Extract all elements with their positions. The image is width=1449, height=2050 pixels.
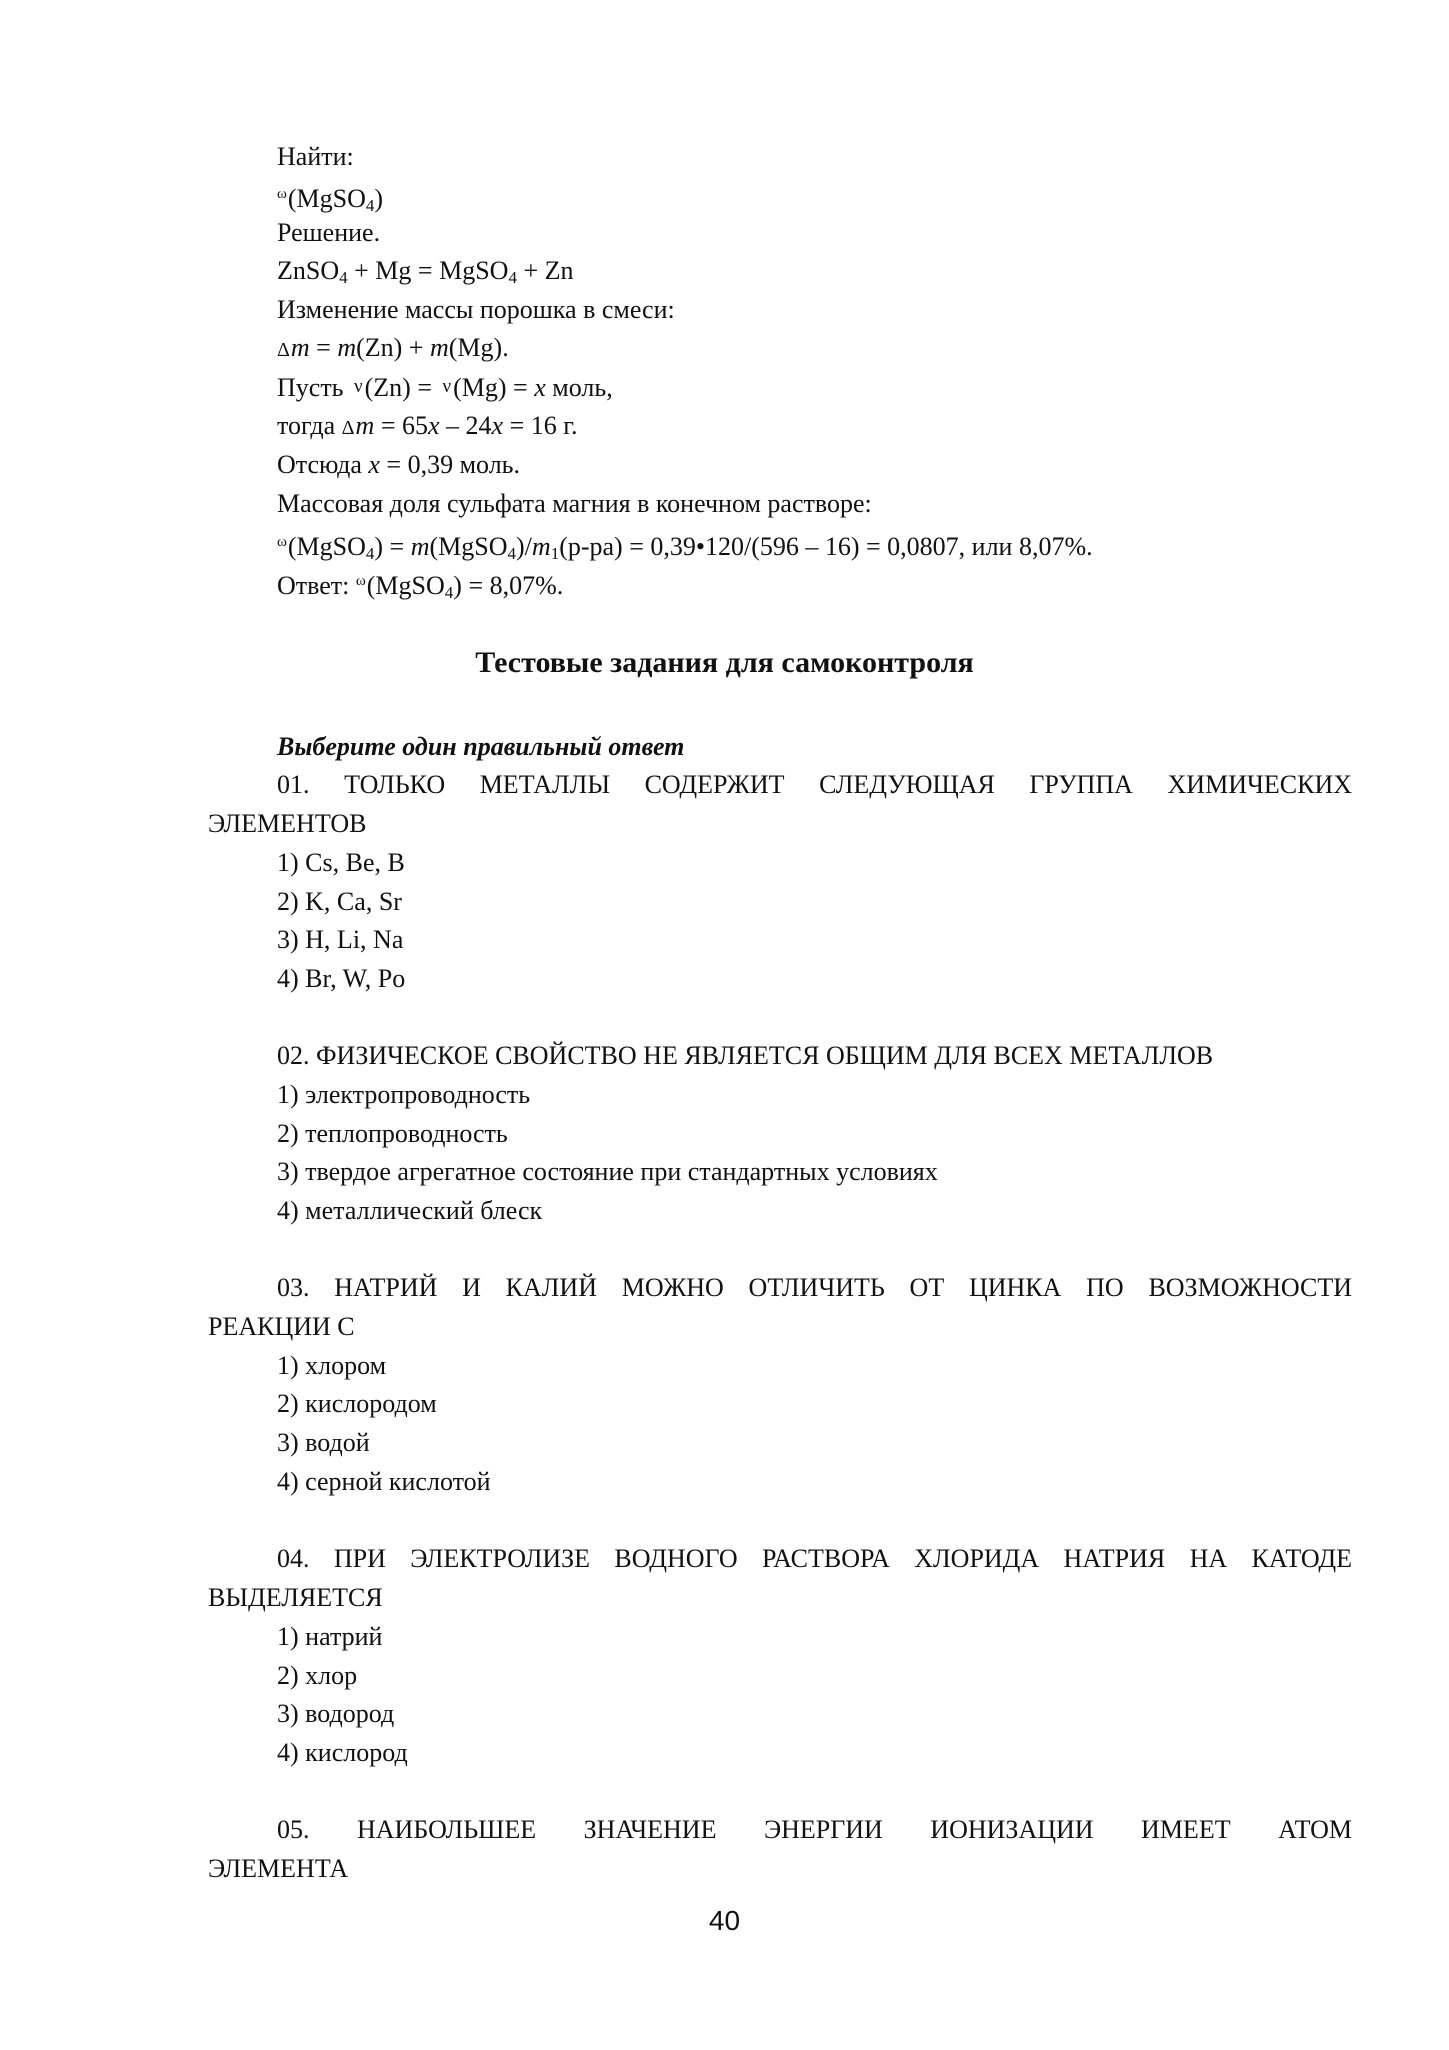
question-01-text: 01. ТОЛЬКО МЕТАЛЛЫ СОДЕРЖИТ СЛЕДУЮЩАЯ ГРУППА ХИМИЧЕСКИХ	[277, 770, 1352, 799]
section-title: Тестовые задания для самоконтроля	[475, 646, 974, 679]
question-04-option-3: 3) водород	[277, 1699, 395, 1728]
reaction-equation: ZnSO$_4$ + Mg = MgSO$_4$ + Zn	[277, 256, 574, 287]
instruction: Выберите один правильный ответ	[277, 732, 685, 761]
question-03-text: 03. НАТРИЙ И КАЛИЙ МОЖНО ОТЛИЧИТЬ ОТ ЦИНКА ПО ВОЗМОЖНОСТИ	[277, 1273, 1352, 1302]
question-03-option-1: 1) хлором	[277, 1351, 387, 1380]
question-05-text-cont: ЭЛЕМЕНТА	[208, 1854, 349, 1883]
question-01-text-cont: ЭЛЕМЕНТОВ	[208, 809, 367, 838]
nu-symbol: ν	[442, 376, 452, 397]
nu-symbol: ν	[354, 376, 363, 397]
solution-label: Решение.	[277, 218, 381, 247]
question-04-text: 04. ПРИ ЭЛЕКТРОЛИЗЕ ВОДНОГО РАСТВОРА ХЛОРИДА НАТРИЯ НА КАТОДЕ	[277, 1544, 1352, 1573]
question-03-option-3: 3) водой	[277, 1428, 370, 1457]
delta-symbol: Δ	[277, 339, 290, 361]
delta-symbol: Δ	[341, 417, 355, 439]
question-01-option-1: 1) Cs, Be, B	[277, 848, 405, 877]
question-02-option-2: 2) теплопроводность	[277, 1119, 508, 1148]
find-label: Найти:	[277, 142, 354, 171]
let-statement: Пусть ν(Zn) = ν(Mg) = x моль,	[277, 373, 613, 402]
mass-fraction-calculation: $^\omega$(MgSO$_4$) = $m(MgSO_4)/m_1(р-ра)$ = 0,39•120/(596 – 16) = 0,0807, или 8,07%.	[277, 532, 1093, 563]
mass-change-formula: Δm = m(Zn) + m(Mg).	[277, 333, 509, 362]
omega-symbol: ω	[355, 573, 366, 589]
then-statement: тогда Δm = 65x – 24x = 16 г.	[277, 411, 578, 440]
question-02-text: 02. ФИЗИЧЕСКОЕ СВОЙСТВО НЕ ЯВЛЯЕТСЯ ОБЩИМ ДЛЯ ВСЕХ МЕТАЛЛОВ	[277, 1041, 1214, 1070]
hence-statement: Отсюда x = 0,39 моль.	[277, 450, 521, 479]
question-02-option-3: 3) твердое агрегатное состояние при стандартных условиях	[277, 1157, 938, 1186]
question-03-option-2: 2) кислородом	[277, 1389, 437, 1418]
mass-change-text: Изменение массы порошка в смеси:	[277, 295, 675, 324]
question-01-option-3: 3) H, Li, Na	[277, 925, 404, 954]
mass-fraction-text: Массовая доля сульфата магния в конечном растворе:	[277, 489, 872, 518]
question-04-option-2: 2) хлор	[277, 1661, 358, 1690]
question-01-option-4: 4) Br, W, Po	[277, 964, 406, 993]
question-03-option-4: 4) серной кислотой	[277, 1467, 491, 1496]
question-04-option-4: 4) кислород	[277, 1738, 408, 1767]
question-02-option-4: 4) металлический блеск	[277, 1196, 543, 1225]
question-05-text: 05. НАИБОЛЬШЕЕ ЗНАЧЕНИЕ ЭНЕРГИИ ИОНИЗАЦИИ ИМЕЕТ АТОМ	[277, 1815, 1352, 1844]
question-02-option-1: 1) электропроводность	[277, 1080, 531, 1109]
omega-symbol: ω	[277, 534, 287, 550]
page-number: 40	[708, 1905, 741, 1936]
find-value: $^\omega$(MgSO$_4$)	[277, 184, 384, 215]
question-03-text-cont: РЕАКЦИИ С	[208, 1312, 355, 1341]
question-01-option-2: 2) K, Ca, Sr	[277, 887, 402, 916]
question-04-option-1: 1) натрий	[277, 1622, 383, 1651]
question-04-text-cont: ВЫДЕЛЯЕТСЯ	[208, 1583, 383, 1612]
answer-line: Ответ: $^\omega$(MgSO$_4$) = 8,07%.	[277, 571, 564, 602]
omega-symbol: ω	[277, 186, 287, 202]
